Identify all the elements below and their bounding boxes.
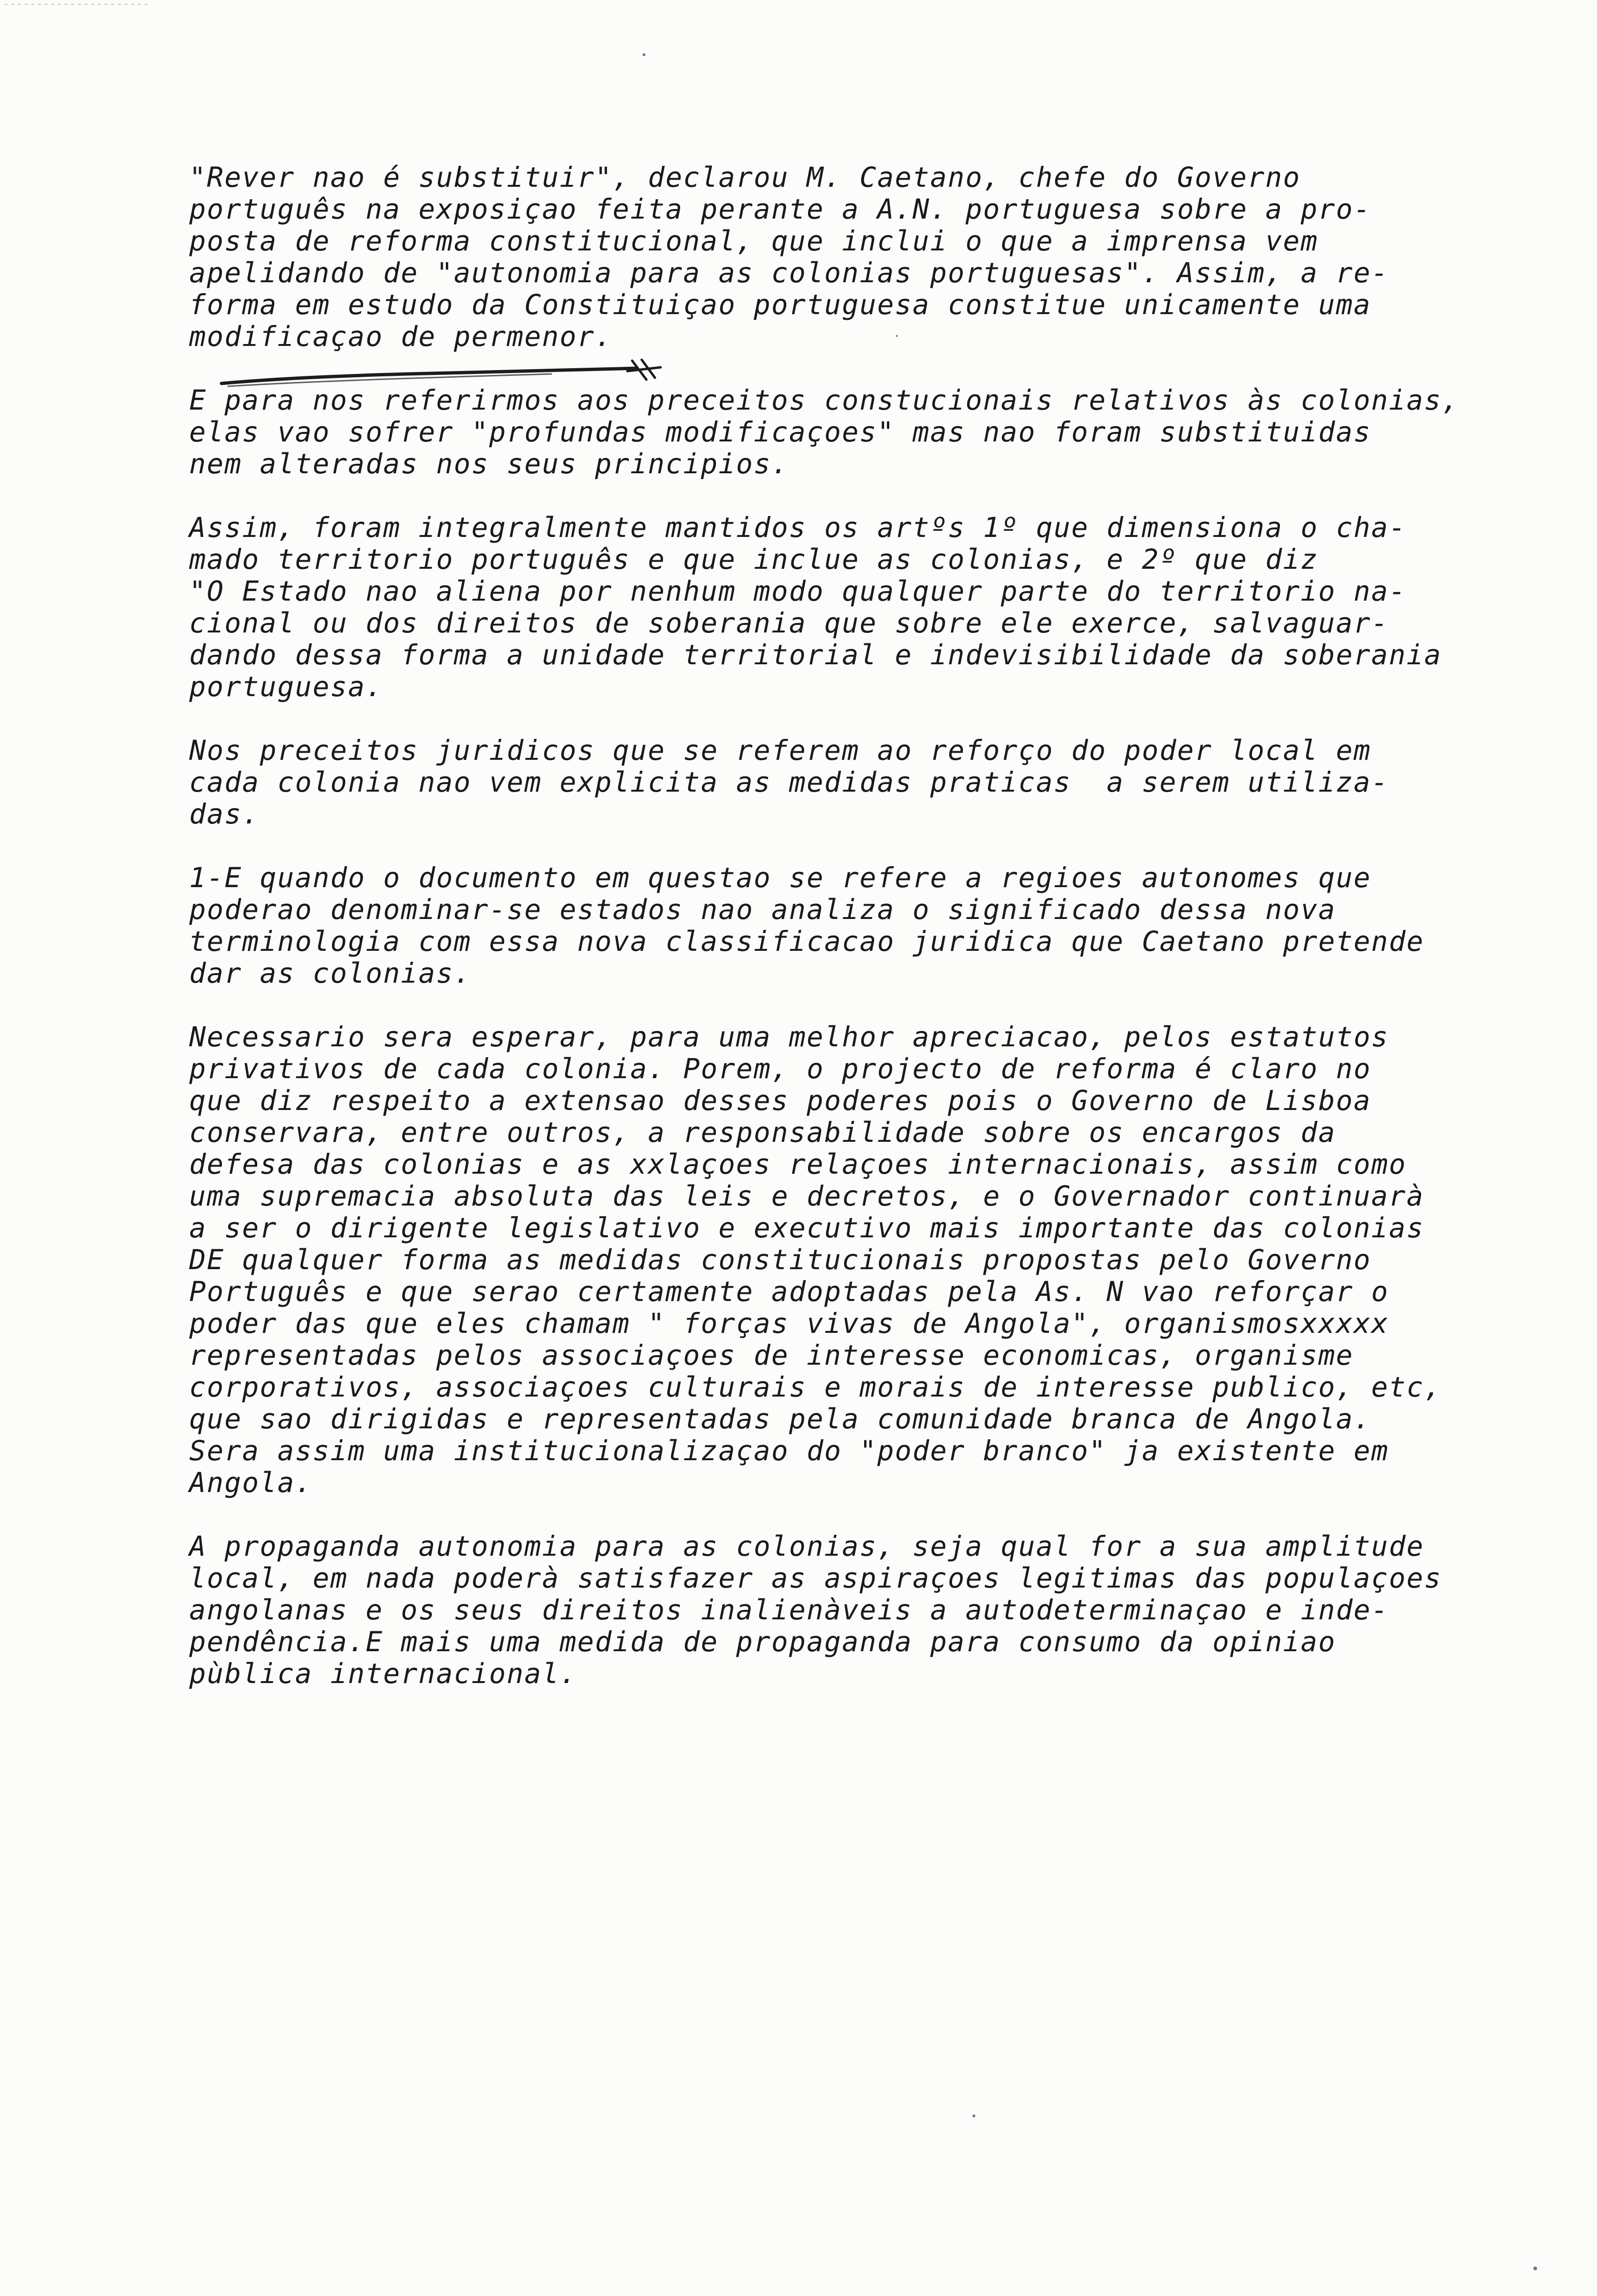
text-line: Assim, foram integralmente mantidos os artºs 1º que dimensiona o cha- — [189, 511, 1407, 544]
text-line: poderao denominar-se estados nao analiza o significado dessa nova — [189, 893, 1336, 926]
text-line: E para nos referirmos aos preceitos constucionais relativos às colonias, — [189, 384, 1460, 416]
text-line: DE qualquer forma as medidas constitucionais propostas pelo Governo — [189, 1244, 1371, 1276]
text-line: "O Estado nao aliena por nenhum modo qualquer parte do territorio na- — [189, 575, 1407, 607]
paragraph-7 — [189, 1531, 1549, 1690]
text-line: cada colonia nao vem explicita as medidas praticas a serem utiliza- — [189, 766, 1389, 798]
text-line: conservara, entre outros, a responsabilidade sobre os encargos da — [189, 1116, 1336, 1148]
paragraph-1 — [189, 162, 1549, 353]
text-line: poder das que eles chamam " forças vivas de Angola", organismosxxxxx — [189, 1307, 1389, 1339]
text-line: portuguesa. — [189, 670, 384, 703]
text-line: dar as colonias. — [189, 957, 471, 989]
paragraph-3 — [189, 512, 1549, 703]
text-line: Português e que serao certamente adoptadas pela As. N vao reforçar o — [189, 1275, 1389, 1308]
text-line: dando dessa forma a unidade territorial e indevisibilidade da soberania — [189, 639, 1442, 671]
paragraph-4 — [189, 735, 1549, 830]
text-line: representadas pelos associaçoes de interesse economicas, organisme — [189, 1339, 1354, 1371]
text-line: nem alteradas nos seus principios. — [189, 448, 789, 480]
text-line: Necessario sera esperar, para uma melhor apreciacao, pelos estatutos — [189, 1021, 1389, 1053]
scan-speck — [896, 335, 898, 337]
text-line: "Rever nao é substituir", declarou M. Caetano, chefe do Governo — [189, 161, 1301, 193]
text-line: local, em nada poderà satisfazer as aspiraçoes legitimas das populaçoes — [189, 1562, 1442, 1594]
text-line: Sera assim uma institucionalizaçao do "poder branco" ja existente em — [189, 1435, 1389, 1467]
text-line: cional ou dos direitos de soberania que sobre ele exerce, salvaguar- — [189, 607, 1389, 639]
text-line: posta de reforma constitucional, que inclui o que a imprensa vem — [189, 225, 1318, 257]
text-line: mado territorio português e que inclue as colonias, e 2º que diz — [189, 543, 1318, 575]
paragraph-6 — [189, 1021, 1549, 1499]
text-line: apelidando de "autonomia para as colonias portuguesas". Assim, a re- — [189, 257, 1389, 289]
text-line: A propaganda autonomia para as colonias, seja qual for a sua amplitude — [189, 1530, 1424, 1562]
text-line: terminologia com essa nova classificacao juridica que Caetano pretende — [189, 925, 1424, 957]
scan-speck — [972, 2114, 975, 2117]
text-line: a ser o dirigente legislativo e executivo mais importante das colonias — [189, 1212, 1424, 1244]
text-line: Nos preceitos juridicos que se referem ao reforço do poder local em — [189, 734, 1371, 766]
text-line: defesa das colonias e as xxlaçoes relaçoes internacionais, assim como — [189, 1148, 1407, 1180]
text-line: Angola. — [189, 1466, 313, 1499]
text-line: uma supremacia absoluta das leis e decretos, e o Governador continuarà — [189, 1180, 1424, 1212]
text-line: elas vao sofrer "profundas modificaçoes" mas nao foram substituidas — [189, 416, 1371, 448]
text-line: pendência.E mais uma medida de propaganda para consumo da opiniao — [189, 1626, 1336, 1658]
scan-speck — [1533, 2267, 1537, 2270]
text-line: das. — [189, 798, 260, 830]
text-line: forma em estudo da Constituiçao portuguesa constitue unicamente uma — [189, 288, 1371, 321]
document-body — [189, 162, 1549, 1722]
scan-edge-mark — [5, 4, 147, 5]
text-line: português na exposiçao feita perante a A.N. portuguesa sobre a pro- — [189, 193, 1371, 225]
scan-speck — [643, 53, 645, 56]
text-line: que diz respeito a extensao desses poderes pois o Governo de Lisboa — [189, 1084, 1371, 1117]
text-line: 1-E quando o documento em questao se refere a regioes autonomes que — [189, 861, 1371, 894]
paragraph-5 — [189, 862, 1549, 989]
text-line: privativos de cada colonia. Porem, o projecto de reforma é claro no — [189, 1052, 1371, 1085]
text-line: que sao dirigidas e representadas pela comunidade branca de Angola. — [189, 1403, 1371, 1435]
text-line: angolanas e os seus direitos inalienàveis a autodeterminaçao e inde- — [189, 1594, 1389, 1626]
text-line: modificaçao de permenor. — [189, 320, 613, 353]
paragraph-2 — [189, 384, 1549, 480]
text-line: corporativos, associaçoes culturais e morais de interesse publico, etc, — [189, 1371, 1442, 1403]
text-line: pùblica internacional. — [189, 1657, 577, 1690]
